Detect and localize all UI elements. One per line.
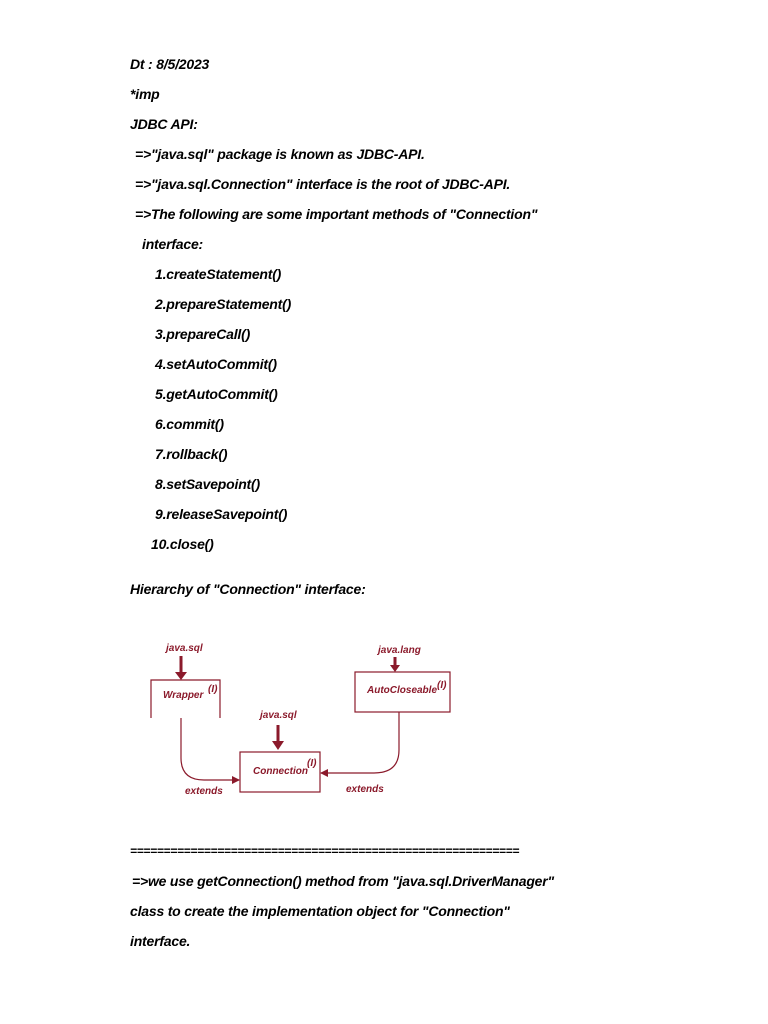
wrapper-package-arrowhead	[175, 672, 187, 680]
right-extends-label: extends	[346, 784, 384, 795]
method-item: 7.rollback()	[155, 446, 228, 462]
point-important-methods: =>The following are some important methods of "Connection"	[135, 206, 538, 222]
wrapper-interface-tag: (I)	[208, 684, 218, 695]
left-extends-label: extends	[185, 786, 223, 797]
method-item: 8.setSavepoint()	[155, 476, 260, 492]
date-line: Dt : 8/5/2023	[130, 56, 210, 72]
point-continuation: interface:	[142, 236, 204, 252]
hierarchy-diagram	[148, 632, 468, 812]
method-item: 1.createStatement()	[155, 266, 282, 282]
method-item: 6.commit()	[155, 416, 224, 432]
section-title: JDBC API:	[130, 116, 198, 132]
separator-line: ==========================================================	[130, 844, 520, 858]
method-item: 3.prepareCall()	[155, 326, 251, 342]
method-item: 10.close()	[151, 536, 214, 552]
point-java-sql-package: =>"java.sql" package is known as JDBC-API.	[135, 146, 425, 162]
method-item: 9.releaseSavepoint()	[155, 506, 288, 522]
connection-name: Connection	[253, 766, 308, 777]
hierarchy-heading: Hierarchy of "Connection" interface:	[130, 581, 366, 597]
right-extends-edge	[321, 712, 399, 773]
footer-line-2: class to create the implementation object for "Connection"	[130, 903, 510, 919]
autocloseable-interface-tag: (I)	[437, 680, 447, 691]
connection-interface-tag: (I)	[307, 758, 317, 769]
point-connection-root: =>"java.sql.Connection" interface is the root of JDBC-API.	[135, 176, 511, 192]
connection-package-arrowhead	[272, 741, 284, 750]
footer-line-1: =>we use getConnection() method from "java.sql.DriverManager"	[132, 873, 554, 889]
important-mark: *imp	[130, 86, 160, 102]
connection-package-label: java.sql	[260, 710, 297, 721]
method-item: 2.prepareStatement()	[155, 296, 292, 312]
left-extends-edge	[181, 718, 239, 780]
autocloseable-package-arrowhead	[390, 665, 400, 672]
wrapper-name: Wrapper	[163, 690, 204, 701]
wrapper-package-label: java.sql	[166, 643, 203, 654]
method-item: 4.setAutoCommit()	[155, 356, 277, 372]
autocloseable-name: AutoCloseable	[367, 685, 438, 696]
footer-line-3: interface.	[130, 933, 191, 949]
autocloseable-package-label: java.lang	[378, 645, 421, 656]
method-item: 5.getAutoCommit()	[155, 386, 278, 402]
